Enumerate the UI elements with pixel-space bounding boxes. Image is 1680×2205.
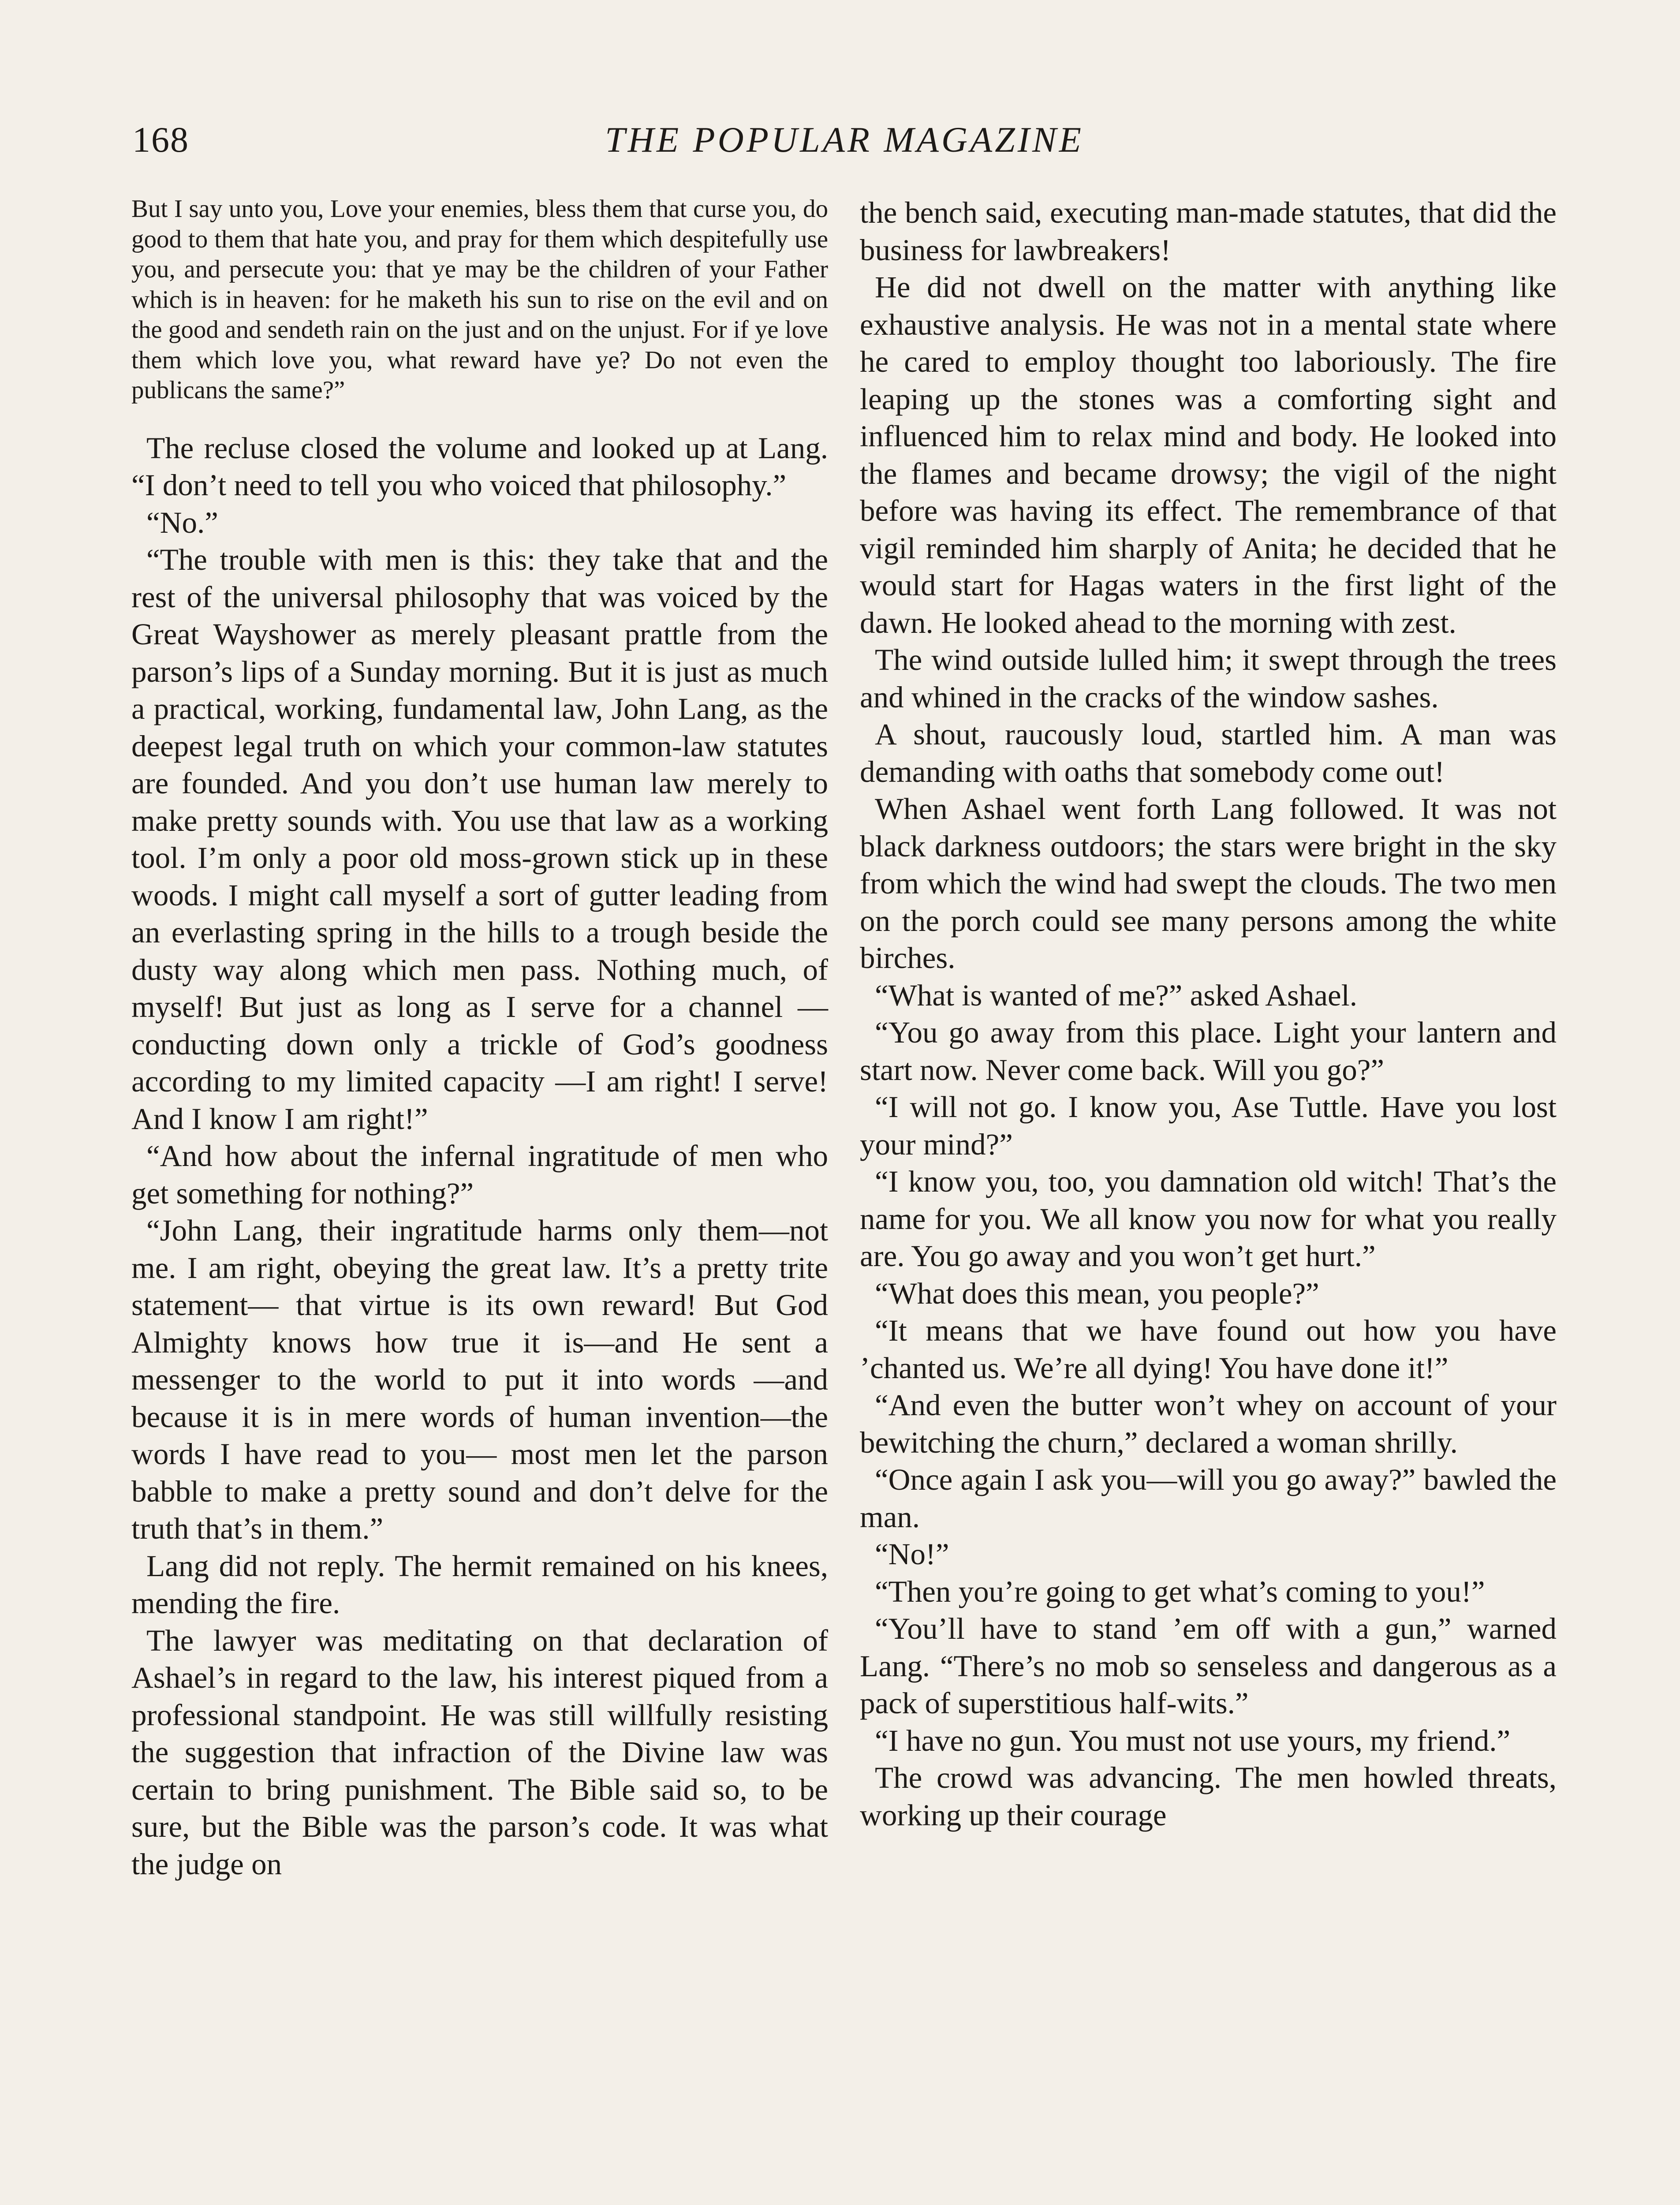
paragraph: The recluse closed the volume and looked up at Lang. “I don’t need to tell you who voiced that philosophy.” [131, 431, 828, 502]
paragraph: “I will not go. I know you, Ase Tuttle. Have you lost your mind?” [860, 1090, 1557, 1161]
paragraph: When Ashael went forth Lang followed. It was not black darkness outdoors; the stars were bright in the sky from which the wind had swept the clouds. The two men on the porch could see many persons among the white birches. [860, 792, 1557, 975]
paragraph: “You go away from this place. Light your lantern and start now. Never come back. Will you go?” [860, 1016, 1557, 1087]
scripture-quote: But I say unto you, Love your enemies, bless them that curse you, do good to them that hate you, and pray for them which despitefully use you, and persecute you: that ye may be the children of your Father which is in heaven: for he maketh his sun to rise on the evil and on the good and sendeth rain on the just and on the unjust. For if ye love them which love you, what reward have ye? Do not even the publicans the same?” [131, 195, 828, 404]
paragraph: The crowd was advancing. The men howled threats, working up their courage [860, 1761, 1557, 1832]
running-title: THE POPULAR MAGAZINE [605, 120, 1084, 160]
paragraph: “John Lang, their ingratitude harms only them—not me. I am right, obeying the great law. It’s a pretty trite statement— that virtue is its own reward! But God Almighty knows how true it is—and He sent a messenger to the world to put it into words —and because it is in mere words of human invention—the words I have read to you— most men let the parson babble to make a pretty sound and don’t delve for the truth that’s in them.” [131, 1214, 828, 1545]
paragraph: “The trouble with men is this: they take that and the rest of the universal philosophy that was voiced by the Great Wayshower as merely pleasant prattle from the parson’s lips of a Sunday morning. But it is just as much a practical, working, fundamental law, John Lang, as the deepest legal truth on which your common-law statutes are founded. And you don’t use human law merely to make pretty sounds with. You use that law as a working tool. I’m only a poor old moss-grown stick up in these woods. I might call myself a sort of gutter leading from an everlasting spring in the hills to a trough beside the dusty way along which men pass. Nothing much, of myself! But just as long as I serve for a channel —conducting down only a trickle of God’s goodness according to my limited capacity —I am right! I serve! And I know I am right!” [131, 543, 828, 1136]
paragraph: “I know you, too, you damnation old witch! That’s the name for you. We all know you now for what you really are. You go away and you won’t get hurt.” [860, 1165, 1557, 1273]
paragraph: Lang did not reply. The hermit remained on his knees, mending the fire. [131, 1549, 828, 1620]
paragraph: “You’ll have to stand ’em off with a gun,” warned Lang. “There’s no mob so senseless and dangerous as a pack of superstitious half-wits.” [860, 1612, 1557, 1720]
paragraph: “Once again I ask you—will you go away?” bawled the man. [860, 1463, 1557, 1534]
paragraph: the bench said, executing man-made statutes, that did the business for lawbreakers! [860, 196, 1557, 267]
paragraph: “And even the butter won’t whey on account of your bewitching the churn,” declared a woman shrilly. [860, 1388, 1557, 1459]
paragraph: “And how about the infernal ingratitude of men who get something for nothing?” [131, 1139, 828, 1210]
page-header [132, 116, 1557, 164]
paragraph: “Then you’re going to get what’s coming to you!” [875, 1574, 1485, 1608]
paragraph: “I have no gun. You must not use yours, my friend.” [875, 1723, 1511, 1757]
paragraph: He did not dwell on the matter with anything like exhaustive analysis. He was not in a mental state where he cared to employ thought too laboriously. The fire leaping up the stones was a comforting sight and influenced him to relax mind and body. He looked into the flames and became drowsy; the vigil of the night before was having its effect. The remembrance of that vigil reminded him sharply of Anita; he decided that he would start for Hagas waters in the first light of the dawn. He looked ahead to the morning with zest. [860, 270, 1557, 639]
page-number: 168 [132, 120, 189, 160]
right-column [860, 194, 1557, 1834]
paragraph: The wind outside lulled him; it swept through the trees and whined in the cracks of the window sashes. [860, 643, 1557, 714]
paragraph: “No.” [146, 505, 218, 539]
left-column [131, 194, 828, 1883]
paragraph: The lawyer was meditating on that declaration of Ashael’s in regard to the law, his interest piqued from a professional standpoint. He was still willfully resisting the suggestion that infraction of the Divine law was certain to bring punishment. The Bible said so, to be sure, but the Bible was the parson’s code. It was what the judge on [131, 1623, 828, 1881]
paragraph: “What is wanted of me?” asked Ashael. [875, 978, 1357, 1012]
paragraph: “What does this mean, you people?” [875, 1276, 1319, 1310]
paragraph: A shout, raucously loud, startled him. A man was demanding with oaths that somebody come out! [860, 718, 1557, 789]
paragraph: “No!” [875, 1537, 949, 1571]
paragraph: “It means that we have found out how you have ’chanted us. We’re all dying! You have done it!” [860, 1314, 1557, 1385]
